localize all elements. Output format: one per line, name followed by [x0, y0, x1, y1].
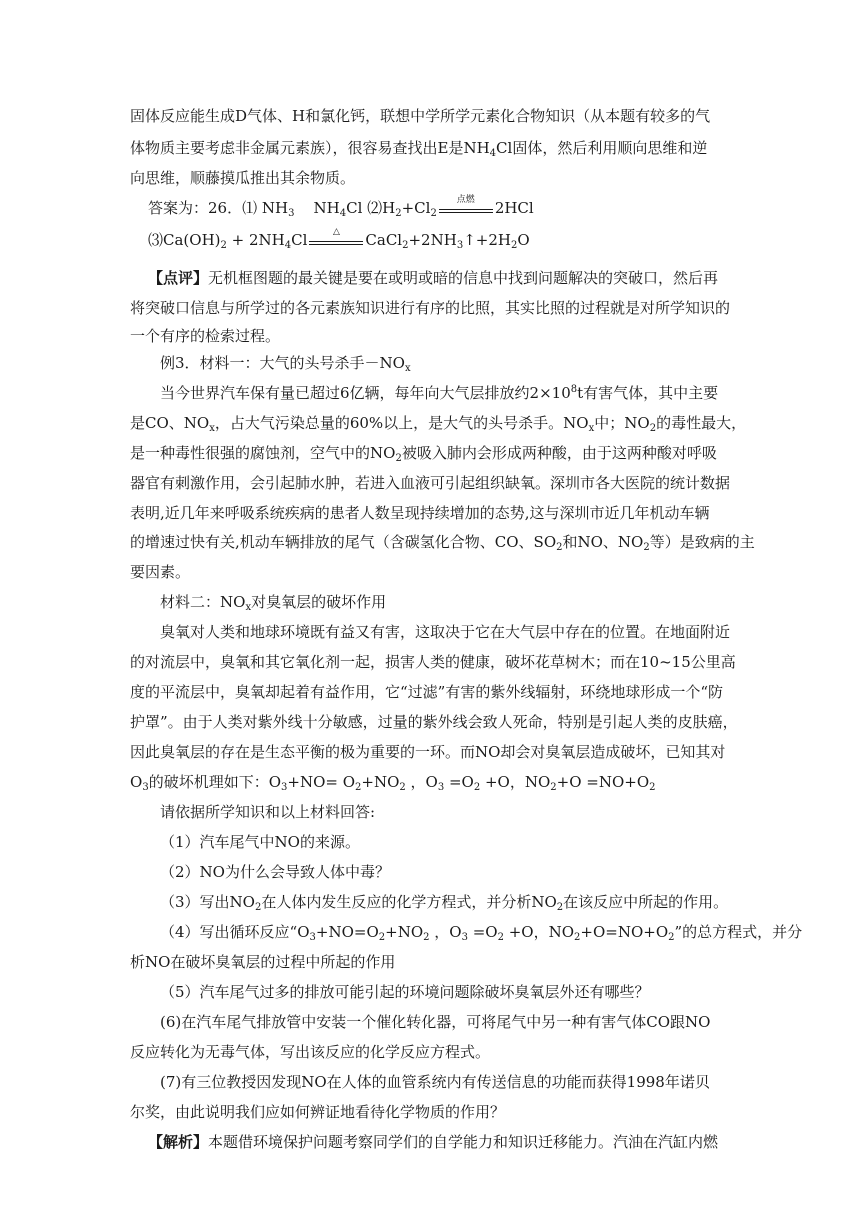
text: 护罩”。由于人类对紫外线十分敏感，过量的紫外线会致人死命，特别是引起人类的皮肤癌，	[130, 713, 738, 731]
question-6	[160, 1012, 710, 1032]
question-7-continued	[130, 1102, 505, 1122]
subscript: 4	[339, 208, 347, 219]
material-line	[160, 383, 718, 403]
text: 将突破口信息与所学过的各元素族知识进行有序的比照，其实比照的过程就是对所学知识的	[130, 299, 731, 317]
text: 例3．材料一：大气的头号杀手－NO	[160, 354, 405, 372]
subscript: 4	[489, 148, 497, 159]
text: 对臭氧层的破坏作用	[251, 593, 387, 611]
text: 等）是致病的主	[649, 533, 755, 551]
question-5	[160, 982, 650, 1002]
text: 尔奖，由此说明我们应如何辨证地看待化学物质的作用？	[130, 1103, 506, 1121]
text: 是CO、NO	[130, 414, 210, 432]
material-line	[130, 712, 738, 732]
text: 向思维，顺藤摸瓜推出其余物质。	[130, 169, 356, 187]
subscript: 3	[288, 208, 295, 219]
text: + 2NH	[226, 231, 285, 249]
text: t有害气体，其中主要	[577, 384, 719, 402]
text: 无机框图题的最关键是要在或明或暗的信息中找到问题解决的突破口，然后再	[208, 269, 719, 287]
material-line	[130, 413, 746, 433]
text: O	[517, 231, 530, 249]
material-line	[130, 652, 736, 672]
text: ，O	[405, 773, 438, 791]
subscript: 2	[395, 208, 402, 219]
text: 因此臭氧层的存在是生态平衡的极为重要的一环。而NO却会对臭氧层造成破坏，已知其对	[130, 743, 726, 761]
subscript: 2	[430, 208, 437, 219]
text: 的对流层中，臭氧和其它氧化剂一起，损害人类的健康，破坏花草树木；而在10~15公里高	[130, 653, 736, 671]
reaction-condition-arrow	[309, 227, 363, 249]
text: 和NO、NO	[562, 533, 644, 551]
text: （1）汽车尾气中NO的来源。	[160, 833, 360, 851]
text: 请依据所学知识和以上材料回答:	[160, 803, 376, 821]
subscript: 2	[668, 932, 675, 943]
subscript: 3	[437, 782, 445, 793]
reaction-condition-arrow	[439, 195, 493, 217]
subscript: 2	[497, 932, 504, 943]
text: +2NH	[408, 231, 457, 249]
text: 当今世界汽车保有量已超过6亿辆，每年向大气层排放约2×10	[160, 384, 571, 402]
subscript: x	[245, 602, 252, 613]
answer-line	[148, 195, 534, 219]
text: +O，NO	[480, 773, 551, 791]
text: +NO= O	[287, 773, 355, 791]
text: ”的总方程式，并分	[674, 923, 803, 941]
text: 器官有刺激作用，会引起肺水肿，若进入血液可引起组织缺氧。深圳市各大医院的统计数据	[130, 474, 731, 492]
text: 是一种毒性很强的腐蚀剂，空气中的NO	[130, 444, 396, 462]
text: 表明,近几年来呼吸系统疾病的患者人数呈现持续增加的态势,这与深圳市近几年机动车辆	[130, 504, 710, 522]
subscript: 2	[355, 782, 362, 793]
text: 的破坏机理如下：O	[148, 773, 281, 791]
text: Cl ⑵H	[346, 199, 396, 217]
material-line	[130, 742, 725, 762]
subscript: 2	[556, 902, 564, 913]
text: 在人体内发生反应的化学方程式，并分析NO	[261, 893, 557, 911]
text: +NO	[361, 773, 400, 791]
subscript: 2	[399, 782, 406, 793]
comment-tag: 【点评】	[148, 269, 209, 287]
text: 本题借环境保护问题考察同学们的自学能力和知识迁移能力。汽油在汽缸内燃	[208, 1133, 719, 1151]
subscript: x	[404, 363, 411, 374]
reaction-mechanism-line	[130, 772, 656, 792]
material-two-title	[160, 592, 386, 612]
text: 答案为：26．⑴ NH	[148, 199, 289, 217]
question-2	[160, 862, 390, 882]
subscript: 2	[473, 782, 481, 793]
text: ↑+2H	[463, 231, 511, 249]
text: Cl固体，然后利用顺向思维和逆	[496, 139, 708, 157]
question-prompt	[160, 802, 375, 822]
subscript: 3	[281, 782, 288, 793]
subscript: 3	[142, 782, 149, 793]
material-line	[130, 443, 717, 463]
text: 体物质主要考虑非金属元素族），很容易查找出E是NH	[130, 139, 490, 157]
subscript: 2	[220, 240, 227, 251]
question-4	[160, 922, 802, 942]
text: +Cl	[401, 199, 431, 217]
text: CaCl	[365, 231, 403, 249]
text: 反应转化为无毒气体，写出该反应的化学反应方程式。	[130, 1043, 491, 1061]
text: 一个有序的检索过程。	[130, 327, 281, 345]
subscript: 4	[284, 240, 292, 251]
text: =O	[467, 923, 498, 941]
text: （4）写出循环反应“O	[160, 923, 310, 941]
material-line	[130, 532, 755, 552]
paragraph-line	[130, 138, 707, 158]
subscript: 2	[550, 782, 557, 793]
material-line	[130, 562, 190, 582]
text: 被吸入肺内会形成两种酸，由于这两种酸对呼吸	[401, 444, 717, 462]
subscript: 2	[649, 782, 656, 793]
text: 材料二：NO	[160, 593, 246, 611]
subscript: 2	[395, 453, 402, 464]
subscript: x	[209, 423, 215, 434]
subscript: 3	[456, 240, 464, 251]
text: (7)有三位教授因发现NO在人体的血管系统内有传送信息的功能而获得1998年诺贝	[160, 1073, 710, 1091]
comment-line	[130, 298, 730, 318]
text: +O=NO+O	[580, 923, 669, 941]
text: ⑶Ca(OH)	[148, 231, 221, 249]
example-title	[160, 353, 411, 373]
subscript: 2	[643, 542, 650, 553]
equation-line	[148, 227, 530, 251]
text: O	[130, 773, 143, 791]
subscript: 2	[510, 240, 518, 251]
text: 固体反应能生成D气体、H和氯化钙，联想中学所学元素化合物知识（从本题有较多的气	[130, 107, 711, 125]
text: 在该反应中所起的作用。	[563, 893, 729, 911]
text: 析NO在破坏臭氧层的过程中所起的作用	[130, 953, 396, 971]
text: （3）写出NO	[160, 893, 255, 911]
subscript: 2	[378, 932, 386, 943]
comment-line	[130, 326, 280, 346]
text: +NO=O	[315, 923, 379, 941]
subscript: 2	[423, 932, 430, 943]
text: 2HCl	[494, 199, 534, 217]
superscript: 8	[570, 384, 578, 395]
comment-line	[148, 268, 718, 288]
subscript: 2	[254, 902, 262, 913]
subscript: 3	[309, 932, 316, 943]
text: =O	[444, 773, 474, 791]
condition-label: △	[332, 227, 340, 237]
text: ，占大气污染总量的60%以上，是大气的头号杀手。NO	[214, 414, 589, 432]
text: 中；NO	[594, 414, 650, 432]
text: （2）NO为什么会导致人体中毒？	[160, 863, 390, 881]
text: （5）汽车尾气过多的排放可能引起的环境问题除破坏臭氧层外还有哪些？	[160, 983, 650, 1001]
text: +O，NO	[503, 923, 575, 941]
paragraph-line	[130, 106, 710, 126]
text: ，O	[429, 923, 462, 941]
analysis-line	[148, 1132, 718, 1152]
material-line	[130, 682, 723, 702]
question-1	[160, 832, 360, 852]
question-4-continued	[130, 952, 395, 972]
subscript: 2	[402, 240, 409, 251]
subscript: 2	[649, 423, 657, 434]
subscript: 2	[556, 542, 563, 553]
material-line	[130, 473, 730, 493]
text: +O =NO+O	[556, 773, 650, 791]
condition-label: 点燃	[456, 195, 475, 205]
subscript: 3	[461, 932, 468, 943]
analysis-tag: 【解析】	[148, 1133, 209, 1151]
text: 度的平流层中，臭氧却起着有益作用，它“过滤”有害的紫外线辐射，环绕地球形成一个“防	[130, 683, 724, 701]
material-line	[130, 503, 710, 523]
text: 要因素。	[130, 563, 191, 581]
subscript: 2	[574, 932, 581, 943]
text: 的毒性最大，	[656, 414, 747, 432]
text: NH	[294, 199, 340, 217]
text: +NO	[385, 923, 424, 941]
question-7	[160, 1072, 710, 1092]
text: (6)在汽车尾气排放管中安装一个催化转化器，可将尾气中另一种有害气体CO跟NO	[160, 1013, 711, 1031]
text: 臭氧对人类和地球环境既有益又有害，这取决于它在大气层中存在的位置。在地面附近	[160, 623, 731, 641]
question-6-continued	[130, 1042, 490, 1062]
text: 的增速过快有关,机动车辆排放的尾气（含碳氢化合物、CO、SO	[130, 533, 557, 551]
subscript: x	[588, 423, 595, 434]
paragraph-line	[130, 168, 355, 188]
text: Cl	[291, 231, 308, 249]
material-line	[160, 622, 730, 642]
question-3	[160, 892, 728, 912]
